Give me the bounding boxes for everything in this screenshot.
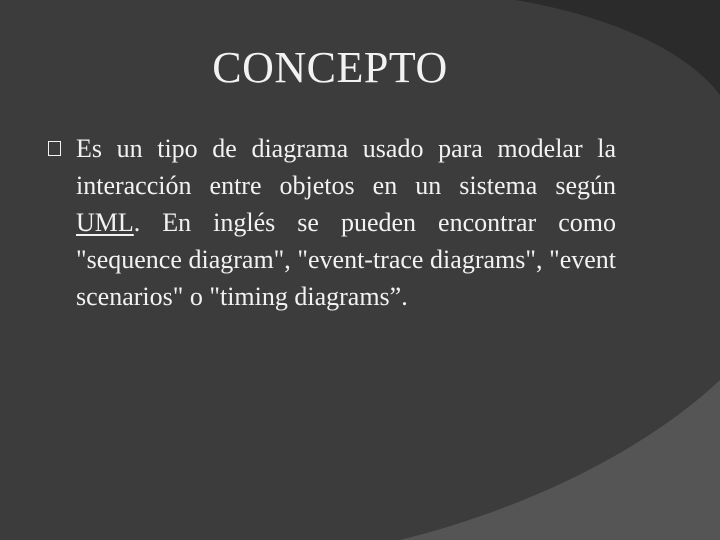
- paragraph-text-end: . En inglés se pueden encontrar como "sequence diagram", "event-trace diagrams", "event scenarios" o "timing diagrams”.: [76, 208, 616, 311]
- slide-title: CONCEPTO: [212, 43, 448, 92]
- square-bullet-icon: [48, 141, 61, 156]
- bullet-item: [48, 130, 616, 315]
- uml-link[interactable]: UML: [76, 208, 134, 237]
- paragraph-text-start: Es un tipo de diagrama usado para modelar la interacción entre objetos en un sistema según: [76, 134, 616, 200]
- bullet-list: [48, 130, 616, 315]
- bottom-right-light-shape: [400, 380, 720, 540]
